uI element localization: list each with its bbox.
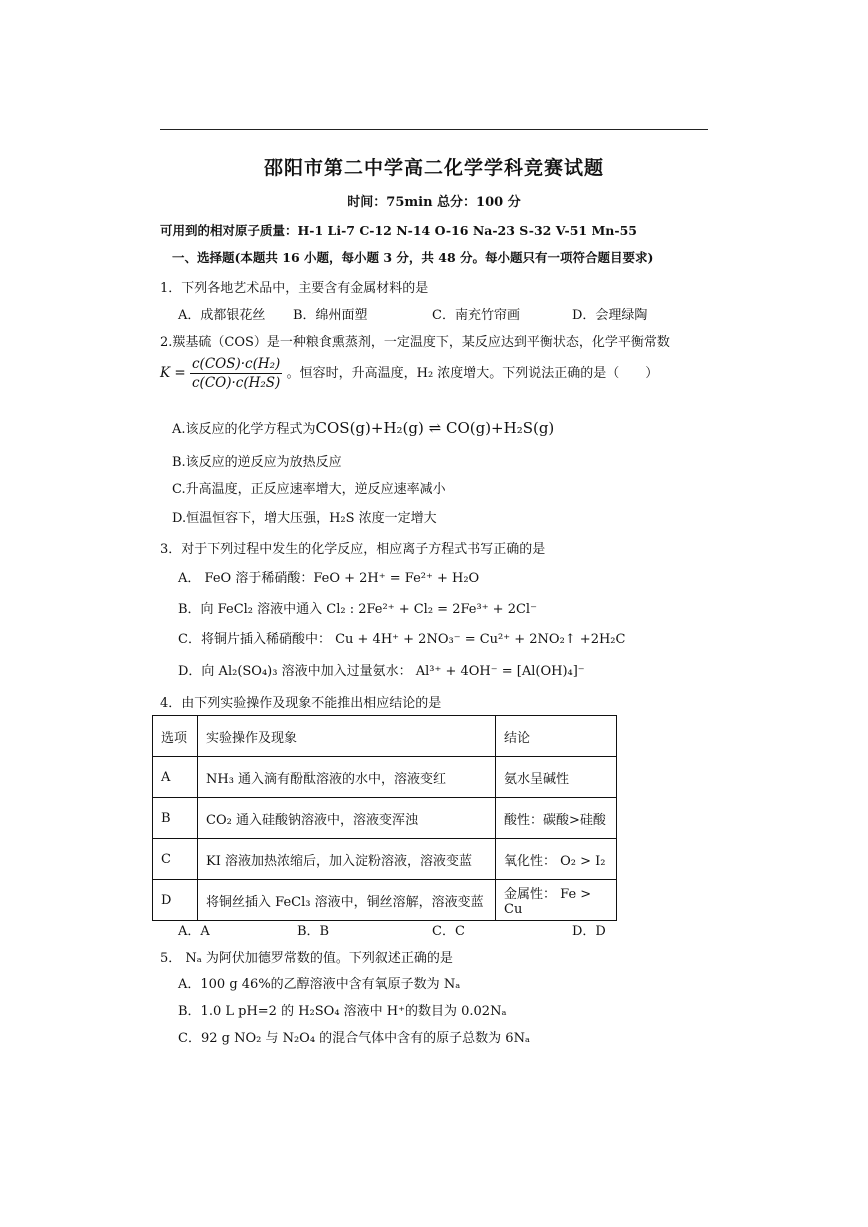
- table-header-cell: 实验操作及现象: [198, 716, 496, 757]
- q4-table: [152, 715, 617, 921]
- exam-title: 邵阳市第二中学高二化学学科竞赛试题: [263, 157, 604, 179]
- q4-answer-b: B．B: [297, 924, 330, 939]
- table-row: [153, 880, 617, 921]
- q4-answer-d: D．D: [572, 924, 606, 939]
- q2-option-d: D.恒温恒容下，增大压强，H₂S 浓度一定增大: [172, 511, 437, 526]
- q5-option-c: C．92 g NO₂ 与 N₂O₄ 的混合气体中含有的原子总数为 6Nₐ: [178, 1031, 530, 1046]
- table-header-cell: 选项: [153, 716, 198, 757]
- q2-option-a-text: A.该反应的化学方程式为: [172, 422, 316, 437]
- table-cell: 将铜丝插入 FeCl₃ 溶液中，铜丝溶解，溶液变蓝: [198, 880, 496, 921]
- table-cell: B: [153, 798, 198, 839]
- table-cell: 酸性：碳酸>硅酸: [496, 798, 617, 839]
- table-cell: NH₃ 通入滴有酚酞溶液的水中，溶液变红: [198, 757, 496, 798]
- k-symbol: K =: [160, 365, 186, 381]
- exam-meta: 时间：75min 总分：100 分: [347, 195, 521, 210]
- q5-option-b: B．1.0 L pH=2 的 H₂SO₄ 溶液中 H⁺的数目为 0.02Nₐ: [178, 1004, 507, 1019]
- atomic-masses: 可用到的相对原子质量：H-1 Li-7 C-12 N-14 O-16 Na-23 S-32 V-51 Mn-55: [160, 223, 637, 238]
- q1-option-c: C．南充竹帘画: [432, 308, 520, 323]
- q3-stem: 3．对于下列过程中发生的化学反应，相应离子方程式书写正确的是: [160, 542, 546, 557]
- q3-option-a: A． FeO 溶于稀硝酸：FeO + 2H⁺ = Fe²⁺ + H₂O: [178, 571, 480, 586]
- section-heading: 一、选择题(本题共 16 小题，每小题 3 分，共 48 分。每小题只有一项符合题目要求): [172, 250, 654, 265]
- top-rule: [160, 129, 708, 130]
- table-cell: 金属性： Fe > Cu: [496, 880, 617, 921]
- table-header-row: [153, 716, 617, 757]
- q2-option-b: B.该反应的逆反应为放热反应: [172, 455, 342, 470]
- k-denominator: c(CO)·c(H₂S): [192, 375, 281, 391]
- table-cell: C: [153, 839, 198, 880]
- k-fraction: [190, 356, 282, 391]
- q4-answer-a: A．A: [178, 924, 210, 939]
- q4-answer-c: C．C: [432, 924, 465, 939]
- k-numerator: c(COS)·c(H₂): [192, 356, 281, 372]
- table-row: [153, 839, 617, 880]
- q2-option-a: [172, 418, 554, 437]
- table-cell: KI 溶液加热浓缩后，加入淀粉溶液，溶液变蓝: [198, 839, 496, 880]
- q1-stem: 1．下列各地艺术品中，主要含有金属材料的是: [160, 281, 429, 296]
- q5-stem: 5． Nₐ 为阿伏加德罗常数的值。下列叙述正确的是: [160, 951, 453, 966]
- table-cell: 氧化性： O₂ > I₂: [496, 839, 617, 880]
- table-row: [153, 798, 617, 839]
- table-cell: A: [153, 757, 198, 798]
- q2-option-a-equation: COS(g)+H₂(g) ⇌ CO(g)+H₂S(g): [315, 419, 555, 437]
- q3-option-d: D．向 Al₂(SO₄)₃ 溶液中加入过量氨水： Al³⁺ + 4OH⁻ = [Al(OH)₄]⁻: [178, 664, 585, 679]
- table-cell: CO₂ 通入硅酸钠溶液中，溶液变浑浊: [198, 798, 496, 839]
- q2-option-c: C.升高温度，正反应速率增大，逆反应速率减小: [172, 482, 446, 497]
- q5-option-a: A．100 g 46%的乙醇溶液中含有氧原子数为 Nₐ: [178, 977, 461, 992]
- q3-option-b: B．向 FeCl₂ 溶液中通入 Cl₂ : 2Fe²⁺ + Cl₂ = 2Fe³⁺ + 2Cl⁻: [178, 602, 537, 617]
- q1-option-b: B．绵州面塑: [293, 308, 368, 323]
- table-header-cell: 结论: [496, 716, 617, 757]
- table-cell: 氨水呈碱性: [496, 757, 617, 798]
- q3-option-c: C．将铜片插入稀硝酸中： Cu + 4H⁺ + 2NO₃⁻ = Cu²⁺ + 2NO₂↑ +2H₂C: [178, 632, 626, 647]
- table-row: [153, 757, 617, 798]
- q1-option-d: D．会理绿陶: [572, 308, 648, 323]
- q2-stem: 2.羰基硫（COS）是一种粮食熏蒸剂，一定温度下，某反应达到平衡状态，化学平衡常数: [160, 335, 670, 350]
- q1-option-a: A．成都银花丝: [178, 308, 266, 323]
- table-cell: D: [153, 880, 198, 921]
- q4-stem: 4．由下列实验操作及现象不能推出相应结论的是: [160, 696, 442, 711]
- q2-equilibrium-constant: [160, 356, 658, 391]
- q2-stem-tail: 。恒容时，升高温度，H₂ 浓度增大。下列说法正确的是（ ）: [286, 366, 659, 381]
